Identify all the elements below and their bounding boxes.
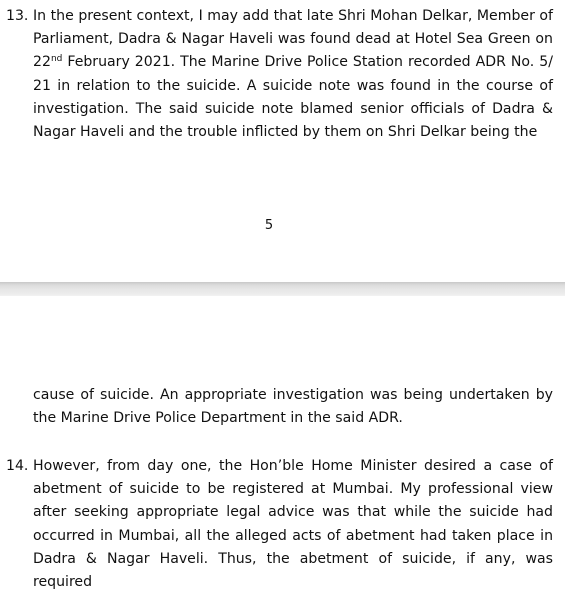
paragraph-14-body bbox=[6, 455, 553, 594]
paragraph-14 bbox=[6, 455, 553, 594]
paragraph-13-number: 13. bbox=[6, 8, 29, 24]
paragraph-13-continued: cause of suicide. An appropriate investigation was being undertaken by the Marine Drive Police Department in the said ADR. bbox=[33, 387, 553, 427]
paragraph-13-text-b: February 2021. The Marine Drive Police Station recorded ADR No. 5/ 21 in relation to the suicide. A suicide note was found in the course of investigation. The said suicide note blamed senior officials of Dadra & Nagar Haveli and the trouble inflicted by them on Shri Delkar being the bbox=[33, 54, 553, 141]
paragraph-14-text: However, from day one, the Hon’ble Home Minister desired a case of abetment of suicide to be registered at Mumbai. My professional view after seeking appropriate legal advice was that while the suicide had occurred in Mumbai, all the alleged acts of abetment had taken place in Dadra & Nagar Haveli. Thus, the abetment of suicide, if any, was required bbox=[33, 458, 553, 591]
paragraph-14-number: 14. bbox=[6, 458, 29, 474]
page-break-divider bbox=[0, 282, 565, 296]
page-number: 5 bbox=[264, 218, 274, 233]
ordinal-suffix: nd bbox=[50, 54, 63, 65]
paragraph-13 bbox=[6, 5, 553, 144]
paragraph-13-text-a: In the present context, I may add that late Shri Mohan Delkar, Member of Parliament, Dadra & Nagar Haveli was found dead at Hotel Sea Green on 22 bbox=[33, 8, 553, 71]
paragraph-13-body bbox=[6, 5, 553, 144]
document-page-top bbox=[0, 0, 565, 282]
